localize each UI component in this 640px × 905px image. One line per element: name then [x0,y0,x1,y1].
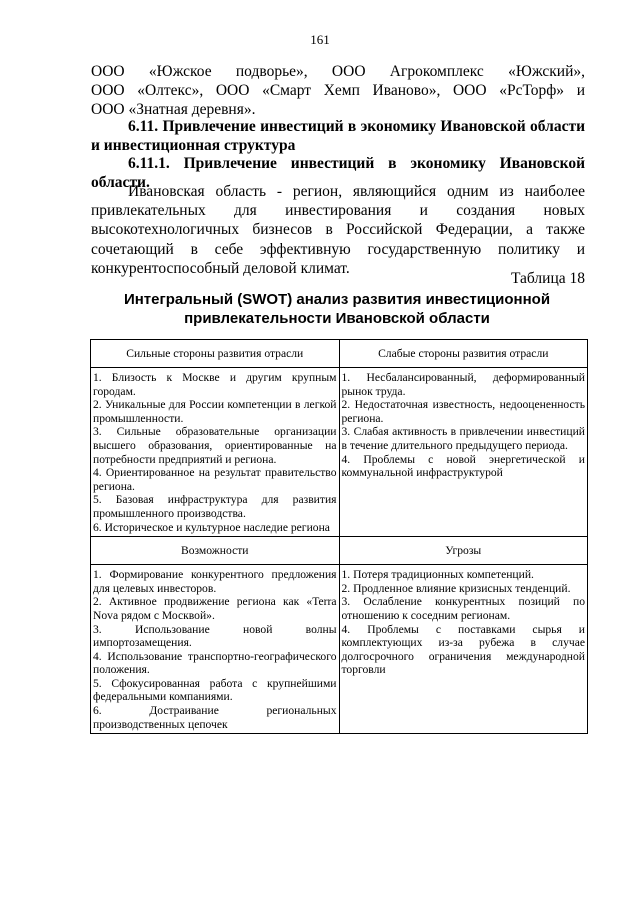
intro-paragraph [91,62,585,120]
opportunity-item: 1. Формирование конкурентного предложения для целевых инвесторов. [93,568,337,595]
table-header-row [91,340,588,368]
paragraph-line: высокотехнологичных бизнесов в Российской Федерации, а также [91,221,585,239]
body-paragraph [91,182,585,278]
threats-cell [339,565,588,734]
strength-item: 3. Сильные образовательные организации высшего образования, ориентированные на потребности предприятий и региона. [93,425,337,466]
strength-item: 4. Ориентированное на результат правительство региона. [93,466,337,493]
opportunity-item: 6. Достраивание региональных производственных цепочек [93,704,337,731]
subsection-heading-line: области. [91,174,150,192]
threats-header: Угрозы [339,537,588,565]
swot-table [90,339,588,734]
paragraph-line: привлекательных для инвестирования и создания новых [91,202,585,220]
subsection-heading-line: 6.11.1. Привлечение инвестиций в экономику Ивановской [128,155,585,172]
weakness-item: 1. Несбалансированный, деформированный рынок труда. [341,371,585,398]
weaknesses-cell [339,368,588,537]
table-number: Таблица 18 [510,270,585,287]
opportunity-item: 3. Использование новой волны импортозамещения. [93,622,337,650]
opportunity-item: 4. Использование транспортно-географического положения. [93,649,337,677]
opportunities-cell [91,565,340,734]
table-header-row [91,537,588,565]
weakness-item: 3. Слабая активность в привлечении инвестиций в течение длительного предыдущего периода. [341,425,585,452]
weaknesses-header: Слабые стороны развития отрасли [339,340,588,368]
table-row [91,565,588,734]
page-number: 161 [310,32,330,47]
opportunity-item: 2. Активное продвижение региона как «Terra Nova рядом с Москвой». [93,595,337,622]
table-title-line: привлекательности Ивановской области [184,310,490,327]
threat-item: 1. Потеря традиционных компетенций. [341,568,534,582]
section-heading-line: 6.11. Привлечение инвестиций в экономику Ивановской области [128,118,585,135]
strength-item: 6. Историческое и культурное наследие региона [93,520,330,534]
opportunity-item: 5. Сфокусированная работа с крупнейшими федеральными компаниями. [93,676,337,704]
threat-item: 4. Проблемы с поставками сырья и комплектующих из-за рубежа в случае долгосрочного ограничения международной торговли [341,622,585,677]
table-title-line: Интегральный (SWOT) анализ развития инвестиционной [123,291,551,308]
strength-item: 5. Базовая инфраструктура для развития промышленного производства. [93,493,337,520]
intro-line: ООО «Южское подворье», ООО Агрокомплекс «Южский», [91,63,585,80]
weakness-item: 2. Недостаточная известность, недооцененность региона. [341,398,585,425]
intro-line: ООО «Олтекс», ООО «Смарт Хемп Иваново», ООО «РсТорф» и [91,82,585,100]
strength-item: 1. Близость к Москве и другим крупным городам. [93,371,337,398]
weakness-item: 4. Проблемы с новой энергетической и коммунальной инфраструктурой [341,452,585,480]
paragraph-line: конкурентоспособный деловой климат. [91,259,350,277]
strengths-cell [91,368,340,537]
opportunities-header: Возможности [91,537,340,565]
strength-item: 2. Уникальные для России компетенции в легкой промышленности. [93,398,337,425]
strengths-header: Сильные стороны развития отрасли [91,340,340,368]
table-row [91,368,588,537]
section-heading [91,117,585,155]
section-heading-line: и инвестиционная структура [91,137,296,155]
threat-item: 2. Продленное влияние кризисных тенденций. [341,581,571,595]
paragraph-line: Ивановская область - регион, являющийся одним из наиболее [128,183,585,200]
table-title [80,290,594,328]
threat-item: 3. Ослабление конкурентных позиций по отношению к соседним регионам. [341,595,585,622]
intro-line: ООО «Знатная деревня». [91,101,256,119]
paragraph-line: сочетающий в себе эффективную государственную политику и [91,240,585,258]
